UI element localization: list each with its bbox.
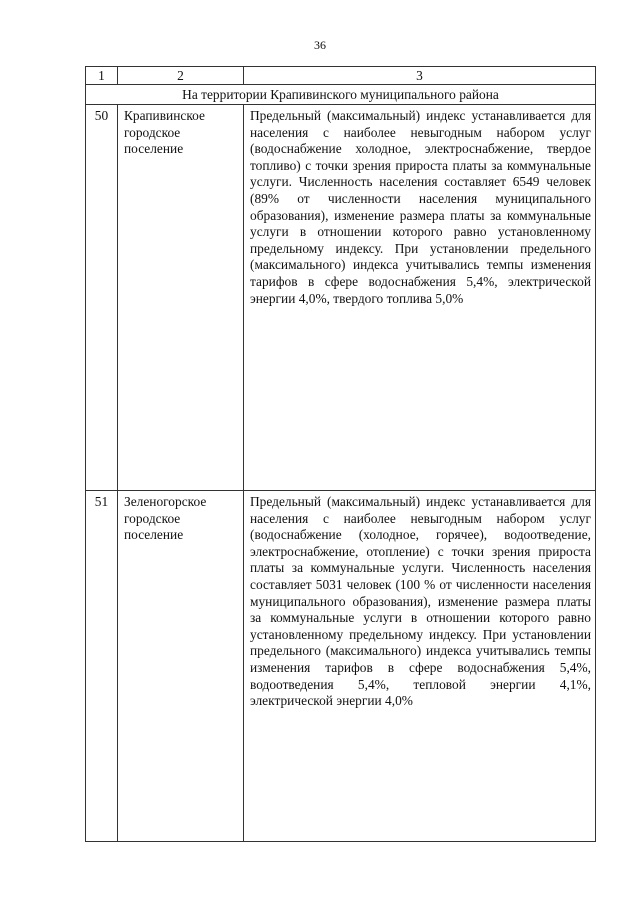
column-number-row	[86, 67, 596, 85]
row-number: 50	[86, 105, 118, 491]
tariff-index-table	[85, 66, 596, 842]
table-row	[86, 105, 596, 491]
table-row	[86, 491, 596, 842]
settlement-name: Крапивинское городское поселение	[118, 105, 244, 491]
section-row	[86, 85, 596, 105]
page-number: 36	[314, 38, 326, 52]
column-number-1: 1	[86, 67, 118, 85]
index-description: Предельный (максимальный) индекс устанавливается для населения с наиболее невыгодным набором услуг (водоснабжение холодное, электроснабжение, твердое топливо) с точки зрения прироста платы за коммунальные услуги. Численность населения составляет 6549 человек (89% от численности населения муниципального образования), изменение размера платы за коммунальные услуги в отношении которого равно установленному предельному индексу. При установлении предельного (максимального) индекса учитывались темпы изменения тарифов в сфере водоснабжения 5,4%, электрической энергии 4,0%, твердого топлива 5,0%	[244, 105, 596, 491]
column-number-2: 2	[118, 67, 244, 85]
settlement-name: Зеленогорское городское поселение	[118, 491, 244, 842]
column-number-3: 3	[244, 67, 596, 85]
index-description: Предельный (максимальный) индекс устанавливается для населения с наиболее невыгодным набором услуг (водоснабжение (холодное, горячее), водоотведение, электроснабжение, отопление) с точки зрения прироста платы за коммунальные услуги. Численность населения составляет 5031 человек (100 % от численности населения муниципального образования), изменение размера платы за коммунальные услуги в отношении которого равно установленному предельному индексу. При установлении предельного (максимального) индекса учитывались темпы изменения тарифов в сфере водоснабжения 5,4%, водоотведения 5,4%, тепловой энергии 4,1%, электрической энергии 4,0%	[244, 491, 596, 842]
row-number: 51	[86, 491, 118, 842]
section-title: На территории Крапивинского муниципального района	[86, 85, 596, 105]
